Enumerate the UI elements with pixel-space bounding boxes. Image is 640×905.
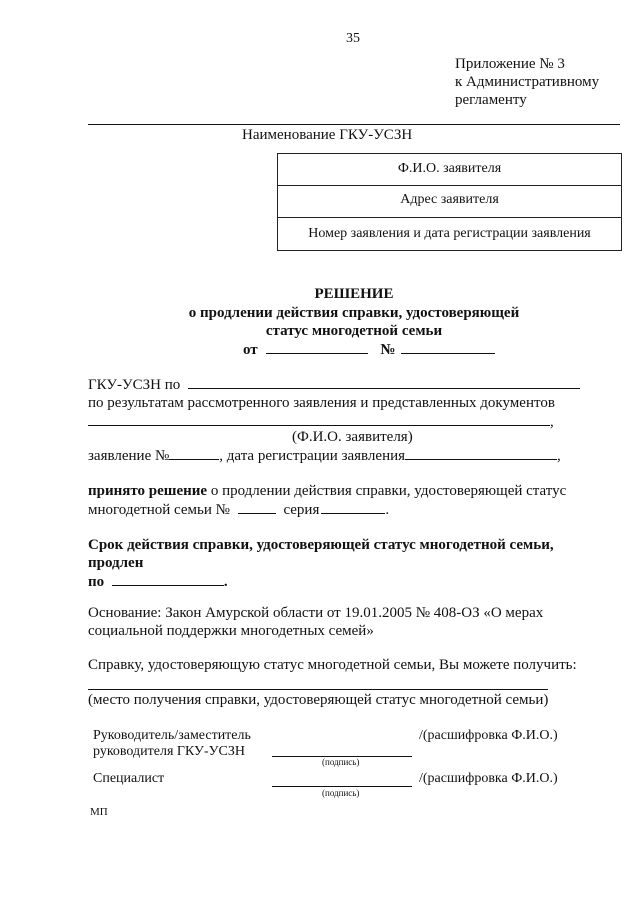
specialist-sign-caption: (подпись) — [322, 788, 360, 798]
appendix-line-2: к Административному — [455, 74, 600, 90]
header-rule — [88, 124, 620, 125]
reg-date-label: , дата регистрации заявления — [219, 448, 406, 464]
basis-line-1: Основание: Закон Амурской области от 19.01.2005 № 408-ОЗ «О мерах — [88, 605, 544, 621]
decision-subtitle-1: о продлении действия справки, удостоверяющей — [188, 305, 520, 321]
page-number: 35 — [346, 31, 360, 46]
gku-blank — [188, 375, 580, 389]
application-comma: , — [557, 448, 561, 464]
applicant-number-date: Номер заявления и дата регистрации заявления — [308, 226, 591, 241]
from-label: от — [243, 342, 258, 358]
certificate-number-label: многодетной семьи № — [88, 502, 230, 518]
head-title-2: руководителя ГКУ-УСЗН — [93, 744, 245, 759]
decision-subtitle-2: статус многодетной семьи — [265, 323, 443, 339]
application-line — [88, 446, 561, 465]
org-name: Наименование ГКУ-УСЗН — [242, 127, 413, 143]
results-line: по результатам рассмотренного заявления и представленных документов — [88, 395, 555, 411]
decision-text: о продлении действия справки, удостоверяющей статус — [207, 483, 567, 499]
place-caption: (место получения справки, удостоверяющей статус многодетной семьи) — [88, 692, 549, 708]
number-label: № — [380, 342, 396, 358]
decision-line-1 — [88, 482, 566, 500]
appendix-line-3: регламенту — [455, 92, 527, 108]
stamp-place: МП — [90, 806, 108, 818]
head-sign-caption: (подпись) — [322, 757, 360, 767]
gku-line — [88, 375, 580, 394]
specialist-signature-line — [272, 786, 412, 787]
place-blank — [88, 689, 548, 690]
specialist-title: Специалист — [93, 771, 165, 786]
period-line-3: по . — [88, 574, 228, 590]
basis-line-2: социальной поддержки многодетных семей» — [88, 623, 374, 639]
applicant-box — [277, 153, 622, 251]
decision-date-number — [243, 340, 495, 359]
application-label: заявление № — [88, 448, 170, 464]
application-number-blank — [169, 446, 219, 460]
applicant-fio: Ф.И.О. заявителя — [397, 161, 502, 176]
box-divider — [278, 185, 621, 186]
number-blank — [401, 340, 495, 354]
specialist-decode: /(расшифровка Ф.И.О.) — [419, 771, 558, 786]
reg-date-blank — [405, 446, 557, 460]
series-blank — [321, 500, 385, 514]
period-date-blank — [112, 572, 224, 586]
appendix-line-1: Приложение № 3 — [455, 56, 565, 72]
decision-line-2: многодетной семьи № серия . — [88, 502, 390, 518]
period-line-2: продлен — [88, 555, 144, 571]
certificate-number-blank — [238, 500, 276, 514]
receive-line: Справку, удостоверяющую статус многодетной семьи, Вы можете получить: — [88, 657, 577, 673]
date-blank — [266, 340, 368, 354]
decision-bold: принято решение — [88, 483, 208, 499]
period-line-1: Срок действия справки, удостоверяющей статус многодетной семьи, — [88, 537, 554, 553]
period-until-label: по — [88, 574, 105, 590]
applicant-address: Адрес заявителя — [400, 192, 499, 207]
head-decode: /(расшифровка Ф.И.О.) — [419, 728, 558, 743]
decision-heading: РЕШЕНИЕ — [314, 286, 394, 302]
fio-blank — [88, 412, 550, 426]
fio-comma: , — [550, 414, 554, 430]
series-label: серия — [283, 502, 320, 518]
box-divider — [278, 217, 621, 218]
head-title-1: Руководитель/заместитель — [93, 728, 251, 743]
fio-caption: (Ф.И.О. заявителя) — [292, 429, 413, 445]
gku-prefix: ГКУ-УСЗН по — [88, 377, 181, 393]
